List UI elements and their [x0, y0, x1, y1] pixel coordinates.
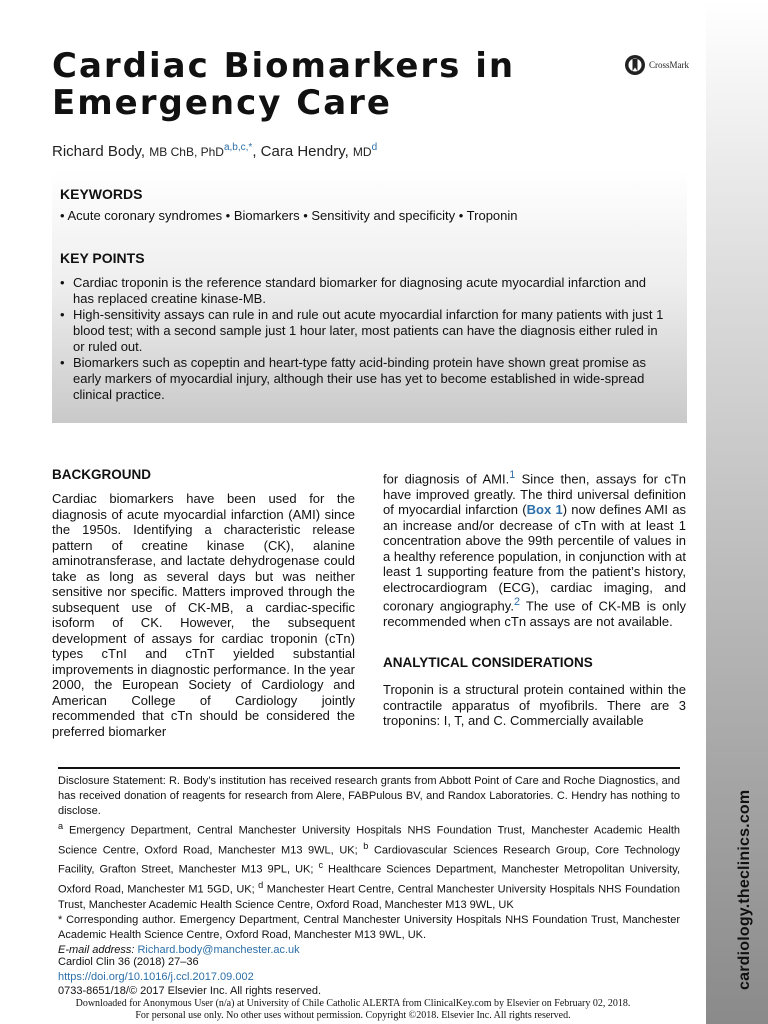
key-points-list — [58, 275, 670, 403]
copyright: © 2017 Elsevier Inc. All rights reserved. — [128, 985, 322, 997]
citation-block — [58, 955, 321, 999]
analytical-heading: ANALYTICAL CONSIDERATIONS — [383, 655, 593, 670]
journal-citation: Cardiol Clin 36 (2018) 27–36 — [58, 956, 199, 968]
author-2-affiliations[interactable]: d — [371, 142, 378, 153]
download-footer — [0, 998, 706, 1022]
aff-a-marker: a — [58, 821, 64, 831]
analytical-text: Troponin is a structural protein contained within the contractile apparatus of myofibrils. There are 3 troponins: I, T, and C. Commercially available — [383, 682, 686, 728]
aff-d-marker: d — [258, 879, 264, 890]
key-point: • Cardiac troponin is the reference standard biomarker for diagnosing acute myocardial infarction and has replaced creatine kinase-MB. — [58, 275, 670, 307]
email-label: E-mail address: — [58, 943, 135, 956]
aff-d: Manchester Heart Centre, Central Manchester University Hospitals NHS Foundation Trust, Manchester Academic Health Science Centre, Oxford Road, Manchester M13 9WL, UK — [58, 883, 680, 911]
author-1-degree: MB ChB, PhD — [149, 145, 224, 159]
author-line — [52, 142, 377, 160]
background-text: Cardiac biomarkers have been used for the diagnosis of acute myocardial infarction (AMI) since the 1950s. Identifying a characteristic release pattern of creatine kinase (CK), alanine aminotransferase, and lactate dehydrogenase could take as long as several days but was neither sensitive nor specific. Matters improved through the subsequent use of CK-MB, a cardiac-specific isoform of CK. However, the subsequent development of assays for cardiac troponin (cTn) types cTnI and cTnT yielded substantial improvements in diagnostic performance. In the year 2000, the European Society of Cardiology and American College of Cardiology jointly recommended that cTn should be considered the preferred biomarker — [52, 491, 355, 739]
affiliations — [58, 819, 680, 913]
aff-b: Cardiovascular Sciences Research Group, Core Technology Facility, Grafton Street, Manchester M13 9PL, UK; — [58, 844, 680, 876]
background-heading: BACKGROUND — [52, 467, 151, 482]
author-1-affiliations[interactable]: a,b,c,* — [223, 142, 253, 153]
para-text: Since then, assays for cTn have improved greatly. The third universal definition of myocardial infarction ( — [383, 471, 687, 518]
author-2-name: , Cara Hendry, — [252, 143, 353, 160]
crossmark-icon — [624, 54, 646, 76]
crossmark-badge[interactable] — [624, 54, 689, 76]
para-text: ) now defines AMI as an increase and/or decrease of cTn with at least 1 concentration above the 99th percentile of values in a healthy reference population, in conjunction with at least 1 supporting feature from the patient’s history, electrocardiogram (ECG), cardiac imaging, and coronary angiography. — [383, 502, 687, 614]
footnote-rule — [58, 767, 680, 769]
ref-2-link[interactable]: 2 — [513, 596, 520, 609]
doi-link[interactable]: https://doi.org/10.1016/j.ccl.2017.09.002 — [58, 970, 254, 983]
aff-b-marker: b — [363, 840, 369, 851]
footer-line-1: Downloaded for Anonymous User (n/a) at University of Chile Catholic ALERTA from ClinicalKey.com by Elsevier on February 02, 2018. — [75, 998, 631, 1009]
article-title: Cardiac Biomarkers in Emergency Care — [52, 46, 516, 123]
journal-url[interactable]: cardiology.theclinics.com — [736, 789, 753, 990]
keywords-heading: KEYWORDS — [60, 186, 143, 202]
key-point: • Biomarkers such as copeptin and heart-type fatty acid-binding protein have shown great promise as early markers of myocardial injury, although their use has yet to become established in wide-spread clinical practice. — [58, 355, 670, 403]
right-column-paragraph — [383, 468, 686, 630]
aff-a: Emergency Department, Central Manchester University Hospitals NHS Foundation Trust, Manchester Academic Health Science Centre, Oxford Road, Manchester M13 9WL, UK; — [58, 824, 680, 857]
key-points-heading: KEY POINTS — [60, 250, 145, 266]
issn: 0733-8651/18/ — [58, 985, 129, 997]
author-2-degree: MD — [352, 145, 372, 159]
disclosure-statement: Disclosure Statement: R. Body’s institution has received research grants from Abbott Point of Care and Roche Diagnostics, and has received donation of reagents for research from Alere, FABPulous BV, and Randox Laboratories. C. Hendry has nothing to disclose. — [58, 775, 680, 817]
author-1-name: Richard Body, — [52, 143, 150, 160]
issn-line — [58, 984, 321, 999]
box-1-link[interactable]: Box 1 — [526, 502, 563, 518]
email-link[interactable]: Richard.body@manchester.ac.uk — [137, 943, 300, 956]
footer-line-2: For personal use only. No other uses without permission. Copyright ©2018. Elsevier Inc. All rights reserved. — [135, 1010, 571, 1021]
corresponding-author: * Corresponding author. Emergency Department, Central Manchester University Hospitals NHS Foundation Trust, Manchester Academic Health Science Centre, Oxford Road, Manchester M13 9WL, UK. — [58, 913, 680, 941]
keywords-list: • Acute coronary syndromes • Biomarkers • Sensitivity and specificity • Troponin — [60, 208, 518, 223]
aff-c-marker: c — [318, 860, 324, 871]
aff-c: Healthcare Sciences Department, Manchester Metropolitan University, Oxford Road, Manchester M1 5GD, UK; — [58, 863, 680, 896]
crossmark-label: CrossMark — [649, 60, 689, 70]
para-text: The use of CK-MB is only recommended when cTn assays are not available. — [383, 598, 686, 630]
disclosure-block — [58, 774, 680, 958]
key-point: • High-sensitivity assays can rule in and rule out acute myocardial infarction for many patients with just 1 blood test; with a second sample just 1 hour later, most patients can have the diagnosis either ruled in or ruled out. — [58, 307, 670, 355]
para-text: for diagnosis of AMI. — [383, 471, 510, 487]
ref-1-link[interactable]: 1 — [509, 469, 516, 481]
